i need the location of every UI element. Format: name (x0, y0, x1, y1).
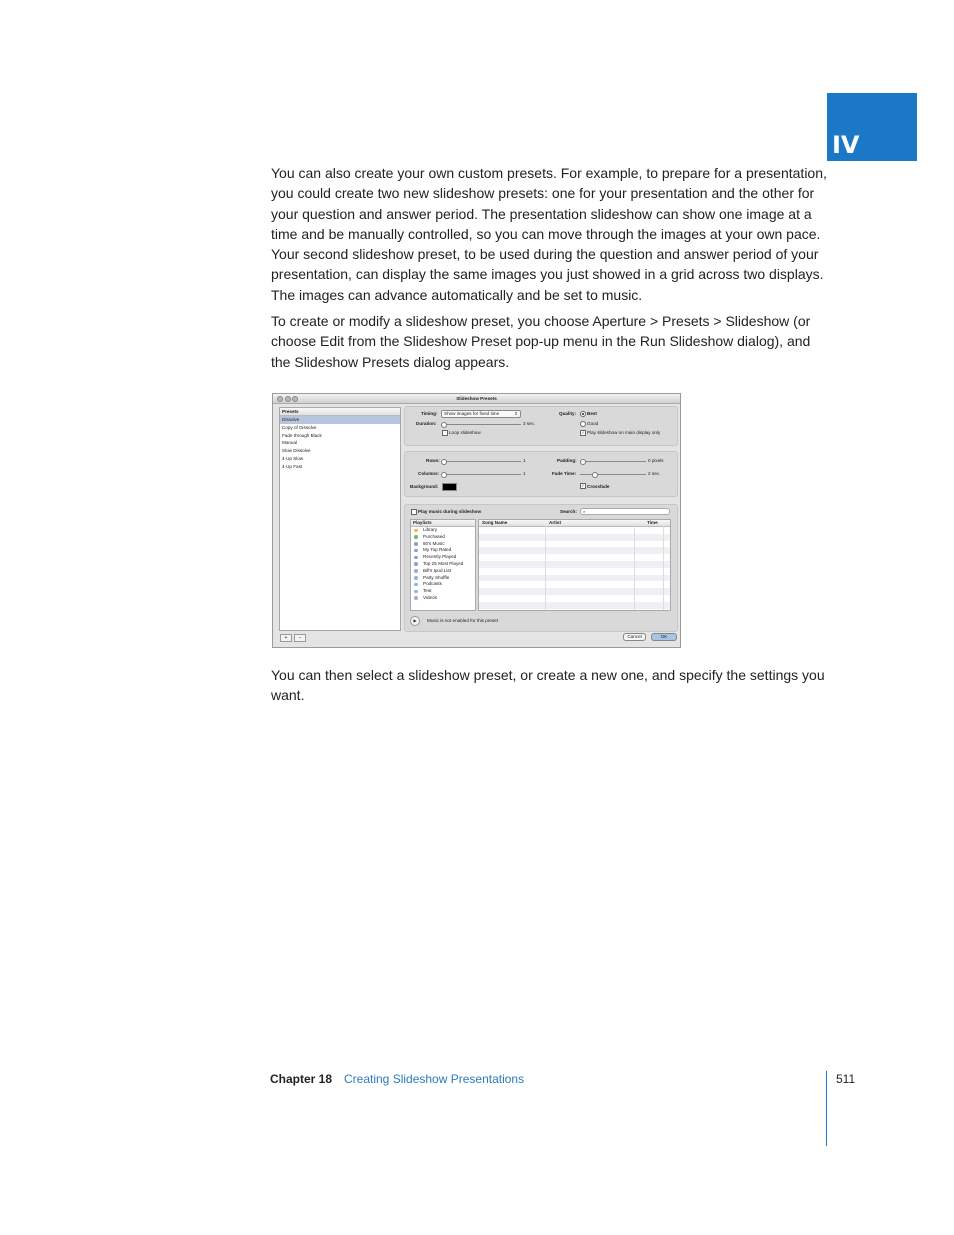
fade-time-slider[interactable] (580, 474, 646, 475)
search-label: Search: (560, 509, 577, 514)
paragraph-text: You can also create your own custom presets. For example, to prepare for a presentation, you could create two new slideshow presets: one for your presentation and the other for your question and answer period. The presentation slideshow can show one image at a time and be manually controlled, so you can move through the images at your own pace. Your second slideshow preset, to be used during the question and answer period of your presentation, can display the same images you just showed in a grid across two displays. The images can advance automatically and be set to music. (271, 165, 827, 303)
quality-good-radio[interactable] (580, 421, 586, 427)
playlist-label: Test (423, 588, 432, 594)
smart-playlist-icon (414, 556, 418, 560)
quality-good-label: Good (587, 421, 599, 426)
music-group (404, 504, 678, 632)
preset-item[interactable]: Copy of Dissolve (282, 424, 317, 430)
table-row (479, 527, 670, 534)
chevron-updown-icon: ⇕ (514, 410, 518, 416)
table-row (479, 554, 670, 561)
table-row (479, 588, 670, 595)
duration-value: 3 sec. (523, 421, 536, 426)
crossfade-checkbox[interactable]: ✓ (581, 483, 585, 488)
add-preset-button[interactable]: + (280, 634, 292, 642)
fade-time-value: 2 sec. (648, 471, 661, 476)
playlist-item[interactable] (411, 581, 475, 588)
paragraph-instructions (271, 311, 827, 372)
search-icon: ⌕ (583, 508, 586, 514)
padding-slider[interactable] (580, 461, 646, 462)
quality-label: Quality: (559, 411, 577, 416)
dialog-titlebar (273, 394, 680, 404)
playlist-item[interactable] (411, 561, 475, 568)
table-row (479, 581, 670, 588)
footer-divider (826, 1071, 827, 1146)
timing-label: Timing: (421, 411, 438, 416)
preset-item[interactable]: Manual (282, 440, 298, 446)
rows-value: 1 (523, 458, 526, 463)
slider-knob[interactable] (592, 472, 598, 478)
preset-item[interactable]: Dissolve (280, 416, 400, 424)
playlist-item[interactable] (411, 568, 475, 575)
purchased-icon (414, 535, 418, 539)
video-icon (414, 596, 418, 600)
loop-label: Loop slideshow (449, 430, 481, 435)
footer-chapter-title[interactable]: Creating Slideshow Presentations (344, 1072, 525, 1086)
ok-button[interactable]: OK (651, 633, 677, 641)
layout-group (404, 451, 678, 497)
footer-chapter: Chapter 18 (270, 1072, 333, 1086)
duration-slider[interactable] (441, 424, 521, 425)
party-shuffle-icon (414, 576, 418, 580)
quality-best-radio[interactable] (580, 411, 586, 417)
crossfade-label: Crossfade (587, 484, 610, 489)
table-row (479, 568, 670, 575)
music-status-text: Music is not enabled for this preset (427, 618, 498, 623)
slider-knob[interactable] (441, 472, 447, 478)
padding-label: Padding: (557, 458, 577, 463)
padding-value: 0 pixels (648, 458, 664, 463)
columns-slider[interactable] (441, 474, 521, 475)
preset-item[interactable]: 4-Up Fast (282, 463, 303, 469)
presets-list[interactable] (279, 407, 401, 631)
search-input[interactable] (580, 508, 670, 515)
cancel-button[interactable]: Cancel (623, 633, 646, 641)
playlist-item[interactable] (411, 534, 475, 541)
table-row (479, 575, 670, 582)
main-display-label: Play slideshow on main display only (587, 430, 661, 435)
table-row (479, 561, 670, 568)
playlist-label: Recently Played (423, 554, 457, 560)
part-tab-label: IV (832, 131, 860, 159)
playlist-label: Library (423, 527, 438, 532)
preset-item[interactable]: Slow Dissolve (282, 448, 311, 454)
smart-playlist-icon (414, 562, 418, 566)
rows-label: Rows: (426, 458, 440, 463)
table-row (479, 602, 670, 609)
table-row (479, 547, 670, 554)
paragraph-followup (271, 665, 827, 706)
table-row (479, 534, 670, 541)
playlists-header: Playlists (411, 520, 475, 527)
playlist-icon (414, 590, 418, 594)
playlist-item[interactable] (411, 595, 475, 602)
table-row (479, 595, 670, 602)
paragraph-text: To create or modify a slideshow preset, you choose Aperture > Presets > Slideshow (or choose Edit from the Slideshow Preset pop-up menu in the Run Slideshow dialog), and the Slideshow Presets dialog appears. (271, 313, 811, 370)
remove-preset-button[interactable]: − (294, 634, 306, 642)
play-icon: ▶ (413, 618, 417, 623)
main-display-checkbox[interactable]: ✓ (581, 430, 585, 435)
playlist-icon (414, 569, 418, 573)
preset-item[interactable]: 4-Up Slow (282, 455, 304, 461)
quality-best-label: Best (587, 411, 597, 416)
timing-group (404, 406, 678, 446)
column-song-name[interactable]: Song Name (482, 520, 508, 525)
page-number: 511 (836, 1072, 856, 1086)
rows-slider[interactable] (441, 461, 521, 462)
playlist-item[interactable] (411, 541, 475, 548)
playlist-item[interactable] (411, 527, 475, 534)
duration-label: Duration: (416, 421, 437, 426)
playlist-item[interactable] (411, 554, 475, 561)
loop-checkbox[interactable] (442, 430, 448, 436)
playlist-label: Bill's Ipod List (423, 567, 451, 573)
columns-value: 1 (523, 471, 526, 476)
play-preview-button[interactable] (410, 616, 420, 626)
play-music-checkbox[interactable] (411, 509, 417, 515)
timing-value: Show images for fixed time (444, 410, 500, 416)
dialog-title: Slideshow Presets (456, 396, 497, 401)
table-row (479, 541, 670, 548)
timing-popup[interactable] (441, 410, 521, 418)
playlist-label: Party Shuffle (423, 574, 450, 580)
background-label: Background: (410, 484, 439, 489)
preset-item[interactable]: Fade through Black (282, 432, 322, 438)
playlist-item[interactable] (411, 547, 475, 554)
slideshow-presets-dialog (272, 393, 681, 648)
playlist-item[interactable] (411, 588, 475, 595)
smart-playlist-icon (414, 549, 418, 553)
songs-table[interactable] (478, 519, 671, 611)
presets-header: Presets (280, 408, 400, 416)
paragraph-text: You can then select a slideshow preset, or create a new one, and specify the settings you want. (271, 667, 825, 704)
library-icon (414, 529, 418, 533)
columns-label: Columns: (418, 471, 440, 476)
column-divider (545, 526, 546, 610)
podcast-icon (414, 583, 418, 587)
slider-knob[interactable] (580, 459, 586, 465)
column-artist[interactable]: Artist (549, 520, 561, 525)
playlist-label: Videos (423, 594, 437, 600)
playlists-list[interactable] (410, 519, 476, 611)
paragraph-intro (271, 163, 827, 305)
background-color-well[interactable] (442, 483, 457, 491)
playlist-label: Top 25 Most Played (423, 560, 464, 566)
column-divider (634, 526, 635, 610)
column-time[interactable]: Time (647, 520, 658, 525)
playlist-label: Purchased (423, 533, 445, 539)
fade-time-label: Fade Time: (552, 471, 577, 476)
playlist-label: My Top Rated (423, 547, 452, 553)
smart-playlist-icon (414, 542, 418, 546)
playlist-label: 60's Music (423, 540, 445, 546)
playlist-item[interactable] (411, 575, 475, 582)
slider-knob[interactable] (441, 459, 447, 465)
column-divider (663, 526, 664, 610)
playlist-label: Podcasts (423, 581, 442, 587)
part-tab (827, 93, 917, 161)
play-music-label: Play music during slideshow (418, 509, 482, 514)
slider-knob[interactable] (441, 422, 447, 428)
songs-table-header (479, 520, 670, 527)
